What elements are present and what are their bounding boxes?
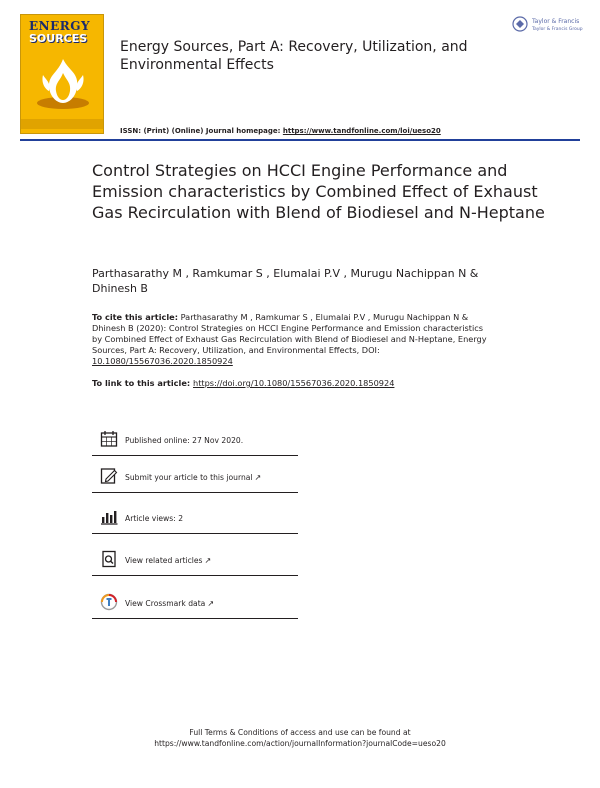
published-date: Published online: 27 Nov 2020. xyxy=(125,436,244,445)
cover-band xyxy=(21,119,103,129)
link-label: To link to this article: xyxy=(92,378,193,388)
issn-line xyxy=(120,127,441,135)
journal-homepage-link[interactable]: https://www.tandfonline.com/loi/ueso20 xyxy=(282,127,441,135)
external-link-icon: ↗ xyxy=(207,599,215,608)
publisher-logo-icon xyxy=(512,16,528,32)
issn-label: ISSN: (Print) (Online) Journal homepage: xyxy=(120,127,283,135)
doi-link[interactable]: 10.1080/15567036.2020.1850924 xyxy=(92,356,233,366)
related-row[interactable] xyxy=(92,542,298,576)
citation-label: To cite this article: xyxy=(92,312,178,322)
footer-terms-text: Full Terms & Conditions of access and use can be found at xyxy=(189,728,411,737)
citation-text: Parthasarathy M , Ramkumar S , Elumalai P.V , Murugu Nachippan N & Dhinesh B (2020): Control Strategies on HCCI Engine Performance and Emission characteristics by Combined Effect of Exhaust Gas Recirculation with Blend of Biodiesel and N-Heptane, Energy Sources, Part A: Recovery, Utilization, and Environmental Effects, DOI: xyxy=(92,312,487,355)
article-views: Article views: 2 xyxy=(125,514,184,523)
calendar-icon xyxy=(100,430,118,448)
journal-title: Energy Sources, Part A: Recovery, Utilization, and Environmental Effects xyxy=(120,39,468,73)
crossmark-label: View Crossmark data xyxy=(125,599,206,608)
related-articles-label: View related articles xyxy=(125,556,203,565)
article-link-line xyxy=(92,378,512,389)
submit-row[interactable] xyxy=(92,459,298,493)
cover-title-line2: SOURCES xyxy=(29,32,88,45)
footer-terms-link[interactable]: https://www.tandfonline.com/action/journalInformation?journalCode=ueso20 xyxy=(154,739,446,748)
cover-title-line1: ENERGY xyxy=(29,19,91,33)
article-url-link[interactable]: https://doi.org/10.1080/15567036.2020.1850924 xyxy=(193,378,395,388)
publisher-name: Taylor & Francis xyxy=(532,18,580,25)
publisher-logo-text xyxy=(532,18,583,34)
citation-block xyxy=(92,312,492,367)
crossmark-link[interactable] xyxy=(125,599,214,608)
publisher-logo xyxy=(512,16,584,40)
related-articles-link[interactable] xyxy=(125,556,211,565)
flame-illustration xyxy=(33,55,93,111)
publisher-group: Taylor & Francis Group xyxy=(532,27,583,32)
submit-article-link[interactable] xyxy=(125,473,261,482)
views-row xyxy=(92,500,298,534)
external-link-icon: ↗ xyxy=(204,556,212,565)
bar-chart-icon xyxy=(100,508,118,526)
crossmark-icon xyxy=(100,593,118,611)
footer xyxy=(0,727,600,749)
edit-document-icon xyxy=(100,467,118,485)
external-link-icon: ↗ xyxy=(254,473,262,482)
header-divider xyxy=(20,139,580,141)
published-row xyxy=(92,422,298,456)
article-title: Control Strategies on HCCI Engine Performance and Emission characteristics by Combined Effect of Exhaust Gas Recirculation with Blend of Biodiesel and N-Heptane xyxy=(92,161,545,222)
crossmark-row[interactable] xyxy=(92,585,298,619)
related-articles-icon xyxy=(100,550,118,568)
article-authors: Parthasarathy M , Ramkumar S , Elumalai P.V , Murugu Nachippan N & Dhinesh B xyxy=(92,267,479,295)
submit-article-label: Submit your article to this journal xyxy=(125,473,253,482)
journal-cover-image xyxy=(20,14,104,134)
